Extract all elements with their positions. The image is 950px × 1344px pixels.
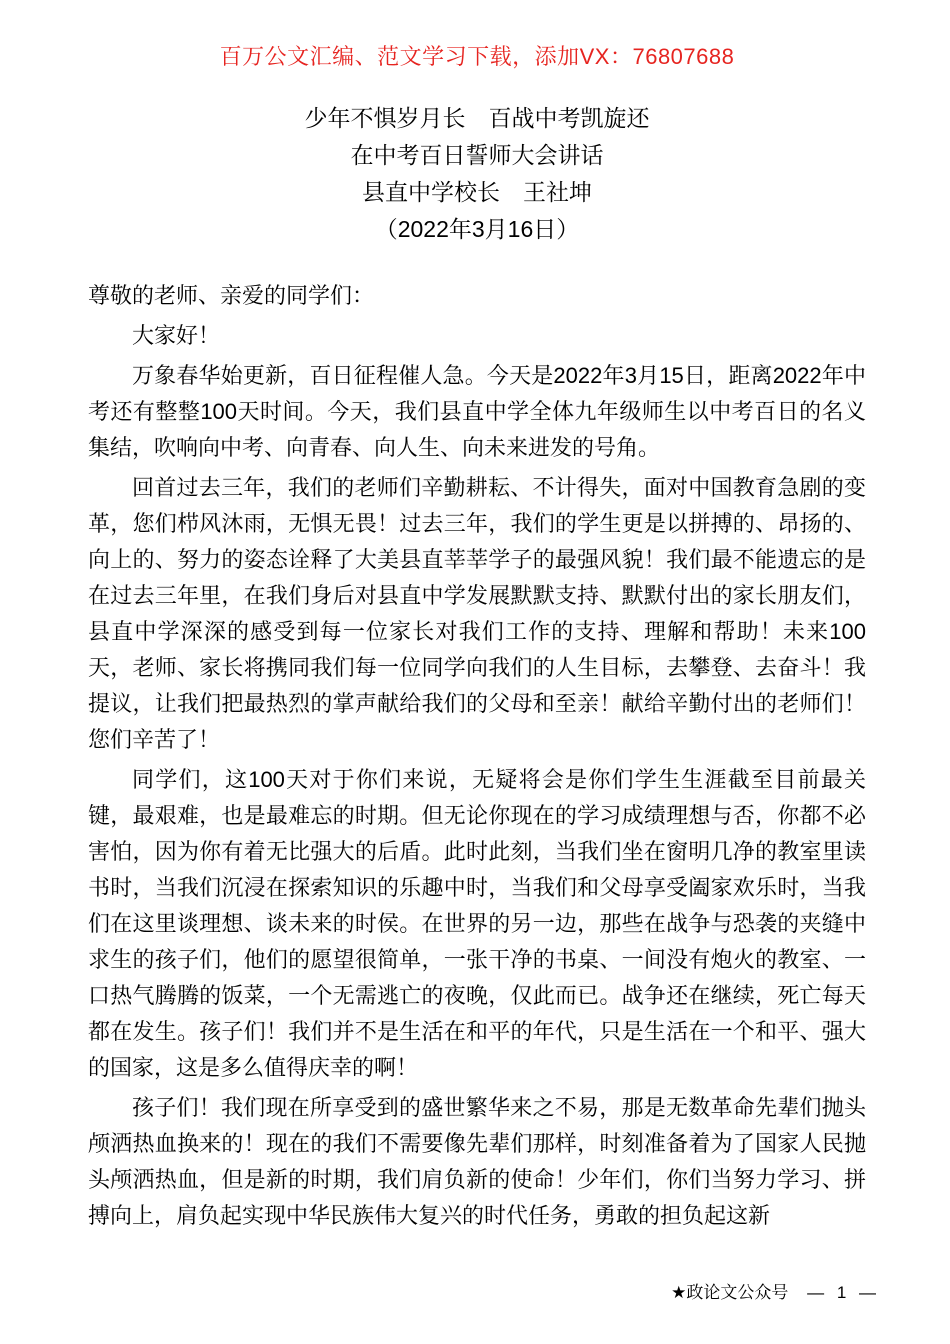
header-notice: 百万公文汇编、范文学习下载，添加VX：76807688 [219,44,735,69]
page-number: — 1 — [807,1283,880,1302]
page-footer [671,1282,880,1304]
doc-title: 少年不惧岁月长 百战中考凯旋还 [304,105,650,131]
footer-source: ★政论文公众号 [671,1283,789,1302]
body-paragraph: 大家好！ [132,323,221,348]
doc-date: （2022年3月16日） [374,216,580,242]
document-body [88,278,866,1234]
body-paragraph: 万象春华始更新，百日征程催人急。今天是2022年3月15日，距离2022年中考还有整整100天时间。今天，我们县直中学全体九年级师生以中考百日的名义集结，吹响向中考、向青春、向人生、向未来进发的号角。 [88,363,866,460]
doc-subtitle: 在中考百日誓师大会讲话 [350,142,604,168]
title-block [88,100,866,248]
body-paragraph: 同学们，这100天对于你们来说，无疑将会是你们学生生涯截至目前最关键，最艰难，也是最难忘的时期。但无论你现在的学习成绩理想与否，你都不必害怕，因为你有着无比强大的后盾。此时此刻，当我们坐在窗明几净的教室里读书时，当我们沉浸在探索知识的乐趣中时，当我们和父母享受阖家欢乐时，当我们在这里谈理想、谈未来的时侯。在世界的另一边，那些在战争与恐袭的夹缝中求生的孩子们，他们的愿望很简单，一张干净的书桌、一间没有炮火的教室、一口热气腾腾的饭菜，一个无需逃亡的夜晚，仅此而已。战争还在继续，死亡每天都在发生。孩子们！我们并不是生活在和平的年代，只是生活在一个和平、强大的国家，这是多么值得庆幸的啊！ [88,767,866,1080]
salutation: 尊敬的老师、亲爱的同学们： [88,283,375,308]
doc-author: 县直中学校长 王社坤 [362,179,592,205]
body-paragraph: 孩子们！我们现在所享受到的盛世繁华来之不易，那是无数革命先辈们抛头颅洒热血换来的！现在的我们不需要像先辈们那样，时刻准备着为了国家人民抛头颅洒热血，但是新的时期，我们肩负新的使命！少年们，你们当努力学习、拼搏向上，肩负起实现中华民族伟大复兴的时代任务，勇敢的担负起这新 [88,1095,866,1228]
body-paragraph: 回首过去三年，我们的老师们辛勤耕耘、不计得失，面对中国教育急剧的变革，您们栉风沐雨，无惧无畏！过去三年，我们的学生更是以拼搏的、昂扬的、向上的、努力的姿态诠释了大美县直莘莘学子的最强风貌！我们最不能遗忘的是在过去三年里，在我们身后对县直中学发展默默支持、默默付出的家长朋友们，县直中学深深的感受到每一位家长对我们工作的支持、理解和帮助！未来100天，老师、家长将携同我们每一位同学向我们的人生目标，去攀登、去奋斗！我提议，让我们把最热烈的掌声献给我们的父母和至亲！献给辛勤付出的老师们！您们辛苦了！ [88,475,866,752]
